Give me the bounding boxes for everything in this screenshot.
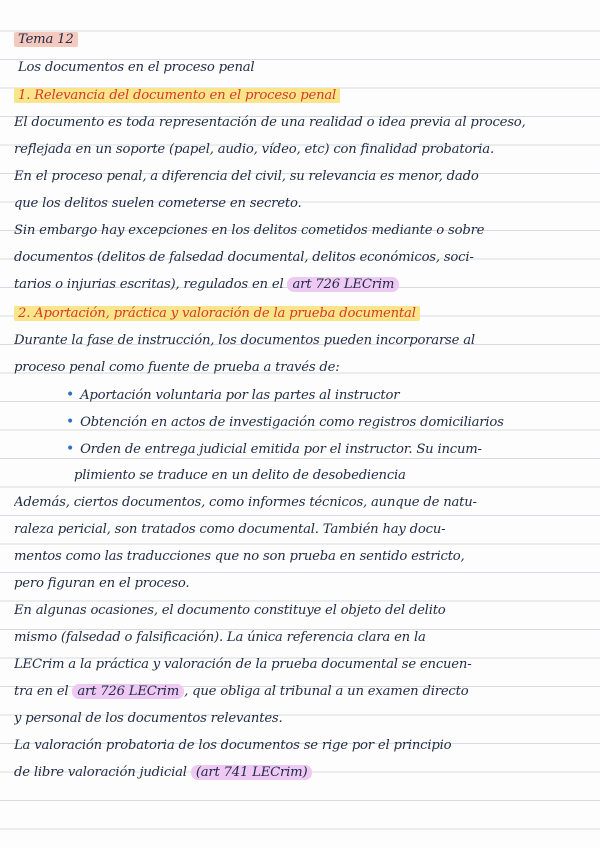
list-item-continuation: plimiento se traduce en un delito de desobediencia	[74, 468, 406, 483]
text-line: mentos como las traducciones que no son prueba en sentido estricto,	[14, 549, 465, 564]
text-line: pero figuran en el proceso.	[14, 576, 190, 591]
topic-number-line	[14, 28, 594, 52]
bullet-dot-icon: •	[66, 441, 75, 457]
page-subtitle: Los documentos en el proceso penal	[18, 60, 255, 75]
text-line: proceso penal como fuente de prueba a través de:	[14, 360, 340, 375]
bullet-dot-icon: •	[66, 414, 75, 430]
text-line: raleza pericial, son tratados como documental. También hay docu-	[14, 522, 446, 537]
bullet-dot-icon: •	[66, 387, 75, 403]
text-line: LECrim a la práctica y valoración de la prueba documental se encuen-	[14, 657, 472, 672]
text-fragment: de libre valoración judicial	[14, 765, 187, 780]
section-1-heading-line	[14, 84, 594, 108]
law-reference-highlight: art 726 LECrim	[287, 277, 399, 292]
text-fragment: tarios o injurias escritas), regulados en el	[14, 277, 284, 292]
text-line: El documento es toda representación de una realidad o idea previa al proceso,	[14, 115, 526, 130]
text-line: En el proceso penal, a diferencia del civil, su relevancia es menor, dado	[14, 169, 479, 184]
text-line: mismo (falsedad o falsificación). La única referencia clara en la	[14, 630, 426, 645]
list-item-text: Obtención en actos de investigación como registros domiciliarios	[80, 415, 504, 430]
text-line: Además, ciertos documentos, como informes técnicos, aunque de natu-	[14, 495, 477, 510]
law-reference-highlight: art 726 LECrim	[72, 684, 184, 699]
list-item-text: Orden de entrega judicial emitida por el instructor. Su incum-	[80, 442, 482, 457]
text-fragment: , que obliga al tribunal a un examen directo	[184, 684, 469, 699]
text-line: En algunas ocasiones, el documento constituye el objeto del delito	[14, 603, 446, 618]
text-line-with-reference	[14, 273, 594, 297]
topic-number: Tema 12	[14, 32, 78, 47]
list-item-text: Aportación voluntaria por las partes al instructor	[80, 388, 400, 403]
section-2-heading: 2. Aportación, práctica y valoración de la prueba documental	[14, 306, 420, 321]
law-reference-highlight: (art 741 LECrim)	[191, 765, 313, 780]
text-line: y personal de los documentos relevantes.	[14, 711, 283, 726]
text-line-with-reference	[14, 680, 594, 704]
list-item	[66, 383, 594, 407]
list-item	[66, 437, 594, 461]
text-line: que los delitos suelen cometerse en secreto.	[14, 196, 302, 211]
text-line: reflejada en un soporte (papel, audio, vídeo, etc) con finalidad probatoria.	[14, 142, 494, 157]
section-2-heading-line	[14, 302, 594, 326]
text-fragment: tra en el	[14, 684, 69, 699]
text-line-with-reference	[14, 761, 594, 785]
page-subtitle-line	[14, 56, 594, 80]
text-line: documentos (delitos de falsedad documental, delitos económicos, soci-	[14, 250, 474, 265]
list-item	[66, 410, 594, 434]
text-line: Sin embargo hay excepciones en los delitos cometidos mediante o sobre	[14, 223, 485, 238]
text-line: La valoración probatoria de los documentos se rige por el principio	[14, 738, 452, 753]
section-1-heading: 1. Relevancia del documento en el proceso penal	[14, 88, 340, 103]
text-line: Durante la fase de instrucción, los documentos pueden incorporarse al	[14, 333, 475, 348]
